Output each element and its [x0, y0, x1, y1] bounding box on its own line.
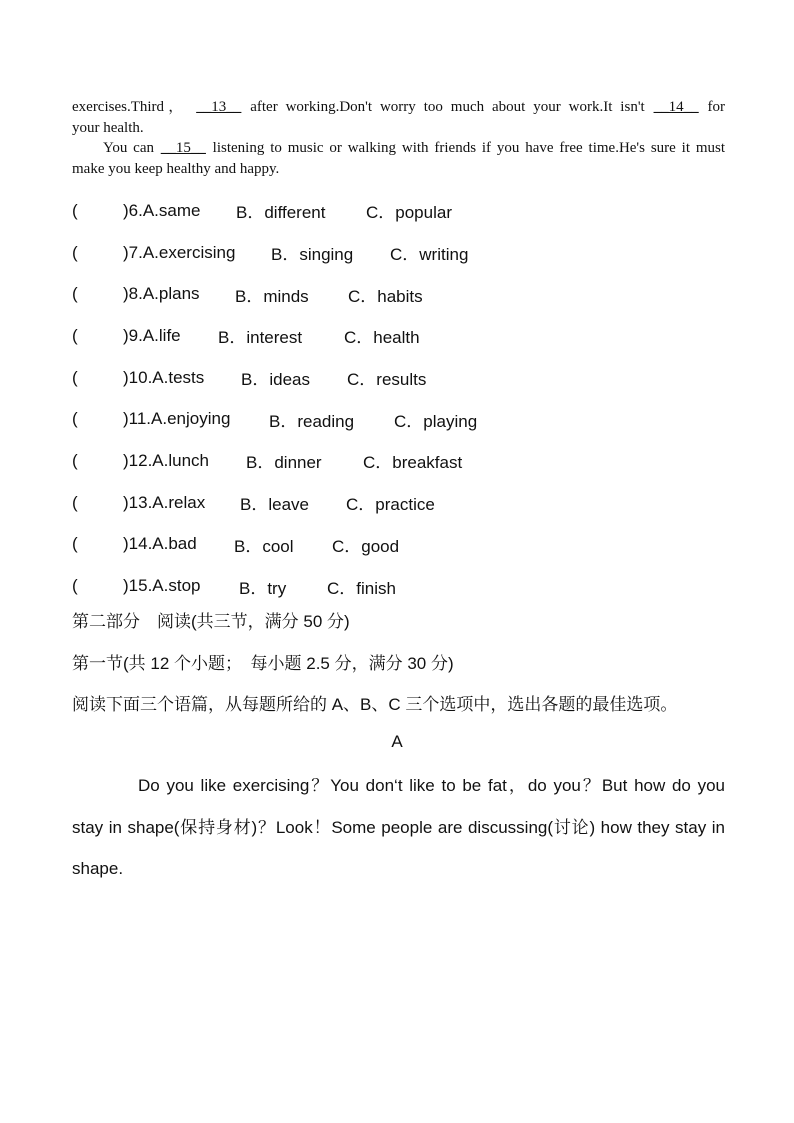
cloze-text: your health. — [72, 119, 144, 136]
option-a: )10.A.tests — [123, 367, 205, 387]
reading-paragraph: Do you like exercising？You don‘t like to be fat，do you？But how do you stay in shape(保持身材)？Look！Some people are discussing(讨论) how they stay in shape. — [72, 776, 725, 878]
answer-paren: ( — [72, 409, 78, 429]
option-c: C．good — [332, 536, 400, 556]
blank-15: __15__ — [160, 140, 206, 156]
option-c: C．playing — [394, 411, 478, 431]
option-a: )8.A.plans — [123, 284, 200, 304]
question-row — [72, 565, 732, 607]
option-b: B．cool — [234, 536, 294, 556]
part-two-heading: 第二部分 阅读(共三节，满分 50 分) — [72, 612, 350, 631]
answer-paren: ( — [72, 367, 78, 387]
cloze-line-2 — [72, 118, 725, 139]
question-row — [72, 482, 732, 524]
option-b: B．try — [239, 578, 287, 598]
cloze-paragraph-2 — [72, 138, 725, 179]
cloze-text: for — [699, 99, 726, 115]
option-a: )13.A.relax — [123, 492, 206, 512]
option-c: C．results — [347, 370, 427, 390]
answer-paren: ( — [72, 450, 78, 470]
option-b: B．different — [236, 203, 326, 223]
question-row — [72, 398, 732, 440]
option-a: )11.A.enjoying — [123, 409, 231, 429]
option-c: C．habits — [348, 286, 423, 306]
cloze-text: listening to music or walking with friends if you have free time.He's sure it must make you keep healthy and happy. — [72, 140, 725, 177]
blank-14: __14__ — [653, 99, 699, 115]
option-b: B．ideas — [241, 370, 310, 390]
question-row — [72, 232, 732, 274]
question-row — [72, 357, 732, 399]
option-c: C．finish — [327, 578, 396, 598]
question-row — [72, 190, 732, 232]
option-a: )9.A.life — [123, 325, 181, 345]
cloze-text: exercises.Third， — [72, 99, 188, 115]
option-b: B．interest — [218, 328, 303, 348]
answer-paren: ( — [72, 325, 78, 345]
answer-paren: ( — [72, 242, 78, 262]
answer-paren: ( — [72, 200, 78, 220]
answer-paren: ( — [72, 284, 78, 304]
answer-paren: ( — [72, 492, 78, 512]
question-list — [72, 190, 732, 607]
option-a: )6.A.same — [123, 200, 201, 220]
answer-paren: ( — [72, 534, 78, 554]
option-c: C．health — [344, 328, 420, 348]
option-b: B．singing — [271, 245, 354, 265]
cloze-passage — [72, 97, 725, 179]
question-row — [72, 440, 732, 482]
cloze-line-1 — [72, 97, 725, 118]
section-one-heading: 第一节(共 12 个小题； 每小题 2.5 分，满分 30 分) — [72, 654, 454, 673]
option-c: C．breakfast — [363, 453, 463, 473]
reading-passage-a — [72, 765, 725, 890]
option-b: B．minds — [235, 286, 309, 306]
answer-paren: ( — [72, 576, 78, 596]
reading-instruction: 阅读下面三个语篇，从每题所给的 A、B、C 三个选项中，选出各题的最佳选项。 — [72, 695, 678, 714]
option-b: B．leave — [240, 495, 309, 515]
question-row — [72, 315, 732, 357]
question-row — [72, 273, 732, 315]
cloze-text: after working.Don't worry too much about your work.It isn't — [242, 99, 653, 115]
blank-13: __13__ — [196, 99, 242, 115]
option-b: B．dinner — [246, 453, 322, 473]
option-c: C．writing — [390, 245, 469, 265]
option-c: C．practice — [346, 495, 435, 515]
cloze-text: You can — [103, 140, 160, 156]
passage-letter: A — [391, 732, 403, 751]
option-a: )15.A.stop — [123, 576, 201, 596]
option-a: )7.A.exercising — [123, 242, 236, 262]
question-row — [72, 524, 732, 566]
option-c: C．popular — [366, 203, 452, 223]
option-a: )12.A.lunch — [123, 450, 209, 470]
option-b: B．reading — [269, 411, 355, 431]
option-a: )14.A.bad — [123, 534, 197, 554]
